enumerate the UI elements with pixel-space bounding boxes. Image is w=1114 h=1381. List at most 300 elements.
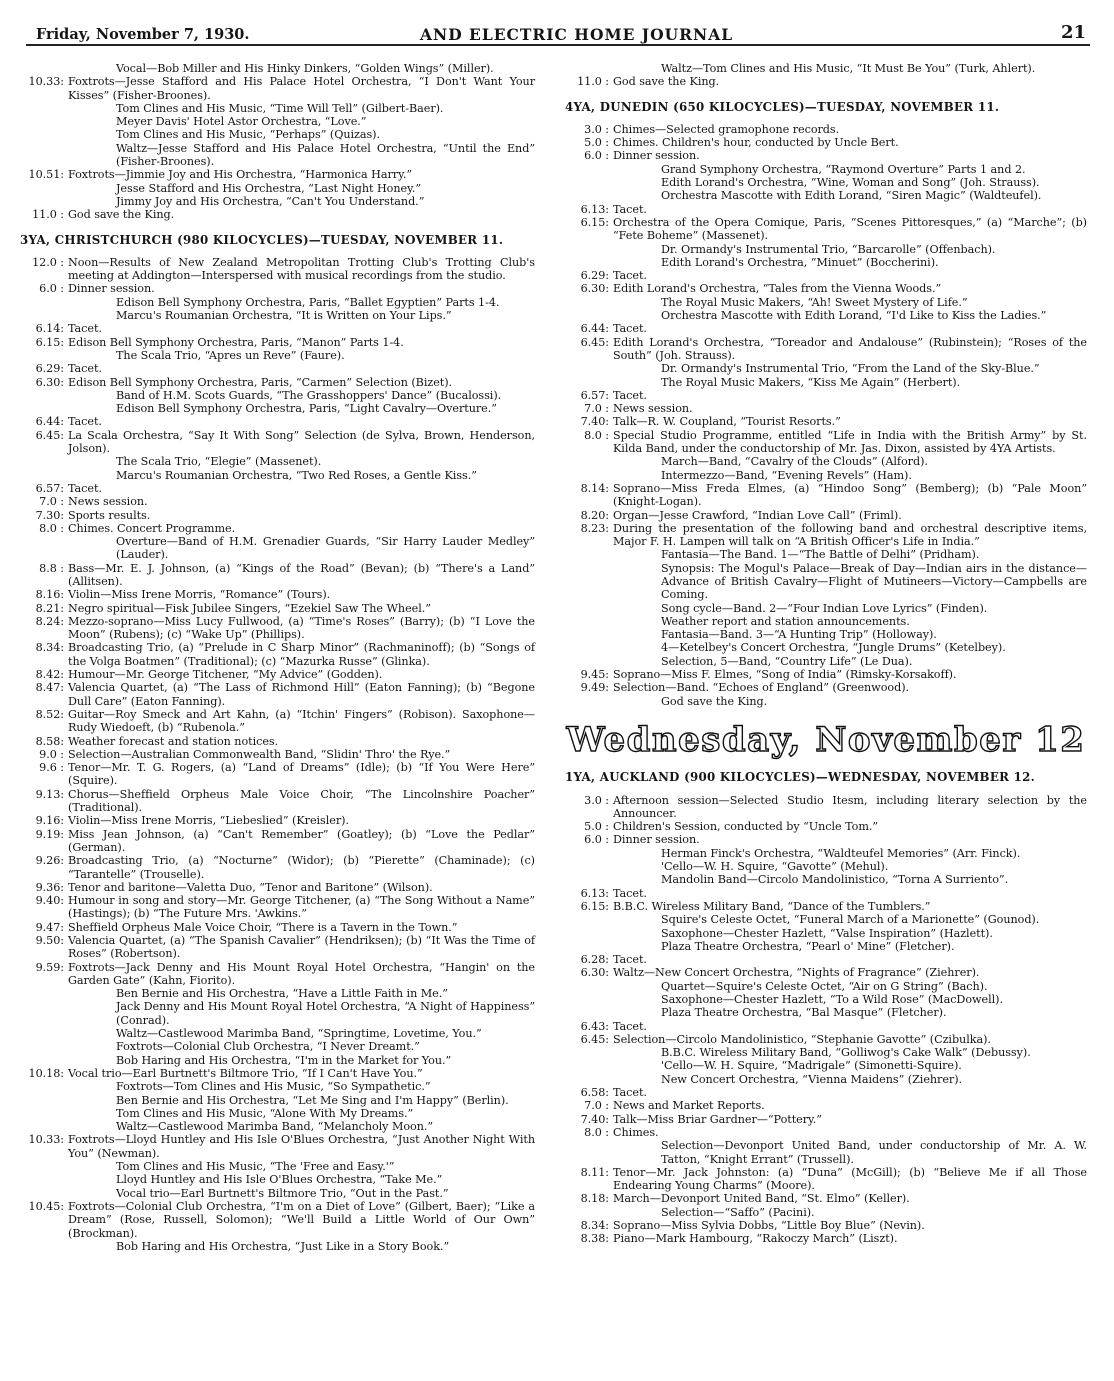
entry-text: Edison Bell Symphony Orchestra, Paris, “Carmen” Selection (Bizet). bbox=[68, 375, 453, 389]
entry-text: 'Cello—W. H. Squire, “Madrigale” (Simonetti-Squire). bbox=[661, 1059, 962, 1073]
station-heading-christchurch: 3YA, CHRISTCHURCH (980 KILOCYCLES)—TUESDAY, NOVEMBER 11. bbox=[20, 232, 504, 247]
entry-text: News session. bbox=[68, 495, 148, 509]
entry-text: 'Cello—W. H. Squire, “Gavotte” (Mehul). bbox=[661, 860, 889, 874]
entry-time bbox=[20, 62, 68, 75]
entry-text: Edith Lorand's Orchestra, “Minuet” (Boccherini). bbox=[661, 255, 939, 269]
program-entry bbox=[20, 681, 535, 708]
entry-time bbox=[20, 402, 68, 415]
entry-text: Afternoon session—Selected Studio Itesm, including literary selection by the Announcer. bbox=[613, 793, 1087, 820]
entry-text: Marcu's Roumanian Orchestra, “It is Written on Your Lips.” bbox=[116, 309, 452, 323]
entry-text: Edith Lorand's Orchestra, “Tales from the Vienna Woods.” bbox=[613, 282, 942, 296]
program-entry bbox=[565, 1086, 1087, 1099]
entry-text: Fantasia—Band. 3—“A Hunting Trip” (Holloway). bbox=[661, 628, 937, 642]
program-entry bbox=[565, 522, 1087, 549]
entry-text: Squire's Celeste Octet, “Funeral March of a Marionette” (Gounod). bbox=[661, 913, 1040, 927]
entry-text: Vocal—Bob Miller and His Hinky Dinkers, “Golden Wings” (Miller). bbox=[116, 62, 494, 75]
entry-text: Piano—Mark Hambourg, “Rakoczy March” (Liszt). bbox=[613, 1232, 898, 1246]
entry-time: 6.0 : bbox=[39, 282, 64, 296]
program-list bbox=[565, 62, 1087, 89]
entry-text: Selection—“Saffo” (Pacini). bbox=[661, 1205, 815, 1219]
entry-time: 8.23: bbox=[580, 521, 609, 535]
entry-time bbox=[565, 602, 613, 615]
program-entry bbox=[20, 509, 535, 522]
program-entry bbox=[20, 195, 535, 208]
entry-text: Tom Clines and His Music, “Perhaps” (Quizas). bbox=[116, 128, 380, 142]
program-entry bbox=[20, 115, 535, 128]
entry-time: 8.38: bbox=[580, 1232, 609, 1246]
entry-time: 6.45: bbox=[580, 335, 609, 349]
entry-text: Tacet. bbox=[613, 886, 647, 900]
program-entry bbox=[565, 429, 1087, 456]
program-entry bbox=[565, 482, 1087, 509]
entry-text: The Scala Trio, “Apres un Reve” (Faure). bbox=[116, 348, 345, 362]
entry-time: 6.44: bbox=[580, 322, 609, 336]
entry-text: Soprano—Miss Freda Elmes, (a) “Hindoo Song” (Bemberg); (b) “Pale Moon” (Knight-Logan). bbox=[613, 481, 1087, 509]
entry-text: Foxtrots—Jimmie Joy and His Orchestra, “Harmonica Harry.” bbox=[68, 168, 413, 182]
program-entry bbox=[565, 1192, 1087, 1205]
entry-time: 3.0 : bbox=[584, 122, 609, 136]
entry-time bbox=[565, 562, 613, 602]
entry-text: Band of H.M. Scots Guards, “The Grasshoppers' Dance” (Bucalossi). bbox=[116, 388, 502, 402]
program-entry bbox=[20, 522, 535, 535]
entry-time bbox=[20, 1054, 68, 1067]
entry-time: 6.30: bbox=[35, 375, 64, 389]
program-entry bbox=[565, 402, 1087, 415]
entry-time: 6.15: bbox=[580, 215, 609, 229]
program-entry bbox=[565, 336, 1087, 363]
entry-text: Tacet. bbox=[613, 322, 647, 336]
program-entry bbox=[20, 128, 535, 141]
entry-text: New Concert Orchestra, “Vienna Maidens” (Ziehrer). bbox=[661, 1072, 963, 1086]
entry-text: Foxtrots—Jesse Stafford and His Palace Hotel Orchestra, “I Don't Want Your Kisses” (Fisher-Broones). bbox=[68, 75, 535, 102]
program-entry bbox=[565, 602, 1087, 615]
entry-text: Ben Bernie and His Orchestra, “Let Me Sing and I'm Happy” (Berlin). bbox=[116, 1093, 509, 1107]
entry-text: March—Devonport United Band, “St. Elmo” (Keller). bbox=[613, 1192, 910, 1206]
program-entry bbox=[20, 1040, 535, 1053]
entry-text: Orchestra Mascotte with Edith Lorand, “Siren Magic” (Waldteufel). bbox=[661, 189, 1042, 203]
program-entry bbox=[565, 243, 1087, 256]
entry-text: Jimmy Joy and His Orchestra, “Can't You Understand.” bbox=[116, 194, 425, 208]
entry-time bbox=[565, 628, 613, 641]
right-column bbox=[565, 62, 1087, 1246]
entry-text: Waltz—Tom Clines and His Music, “It Must Be You” (Turk, Ahlert). bbox=[661, 62, 1036, 75]
entry-text: Fantasia—The Band. 1—“The Battle of Delhi” (Pridham). bbox=[661, 548, 980, 562]
entry-time: 6.44: bbox=[35, 415, 64, 429]
entry-text: Tacet. bbox=[68, 481, 102, 495]
entry-time bbox=[20, 1107, 68, 1120]
program-entry bbox=[565, 847, 1087, 860]
entry-text: Orchestra Mascotte with Edith Lorand, “I'd Like to Kiss the Ladies.” bbox=[661, 309, 1047, 323]
entry-time bbox=[20, 1080, 68, 1093]
program-entry bbox=[565, 668, 1087, 681]
program-entry bbox=[565, 966, 1087, 979]
entry-text: Ben Bernie and His Orchestra, “Have a Little Faith in Me.” bbox=[116, 987, 448, 1001]
entry-time: 10.18: bbox=[28, 1066, 64, 1080]
entry-text: Tacet. bbox=[613, 1086, 647, 1100]
entry-text: Edith Lorand's Orchestra, “Wine, Woman and Song” (Joh. Strauss). bbox=[661, 176, 1040, 190]
entry-text: Tenor—Mr. T. G. Rogers, (a) “Land of Dreams” (Idle); (b) “If You Were Here” (Squire). bbox=[68, 761, 535, 788]
entry-text: Tacet. bbox=[613, 953, 647, 967]
program-entry bbox=[20, 708, 535, 735]
entry-text: Jack Denny and His Mount Royal Hotel Orchestra, “A Night of Happiness” (Conrad). bbox=[116, 1000, 535, 1027]
entry-time bbox=[565, 376, 613, 389]
program-entry bbox=[20, 376, 535, 389]
entry-text: Selection—Circolo Mandolinistico, “Stephanie Gavotte” (Czibulka). bbox=[613, 1032, 991, 1046]
entry-time bbox=[565, 309, 613, 322]
entry-time: 9.40: bbox=[35, 894, 64, 908]
entry-time: 6.58: bbox=[580, 1086, 609, 1100]
program-entry bbox=[565, 1099, 1087, 1112]
entry-text: Dinner session. bbox=[613, 833, 700, 847]
entry-time: 10.45: bbox=[28, 1199, 64, 1213]
entry-text: Special Studio Programme, entitled “Life in India with the British Army” by St. Kilda Band, under the conductorship of Mr. Jas. Dixon, assisted by 4YA Artists. bbox=[613, 428, 1087, 456]
entry-text: March—Band, “Cavalry of the Clouds” (Alford). bbox=[661, 455, 928, 469]
program-entry bbox=[20, 535, 535, 562]
program-entry bbox=[565, 641, 1087, 654]
program-entry bbox=[565, 123, 1087, 136]
entry-time: 6.29: bbox=[35, 362, 64, 376]
program-entry bbox=[565, 189, 1087, 202]
entry-time: 7.0 : bbox=[584, 1099, 609, 1113]
entry-time: 7.0 : bbox=[39, 495, 64, 509]
program-entry bbox=[20, 469, 535, 482]
entry-time: 9.16: bbox=[35, 814, 64, 828]
entry-text: Dinner session. bbox=[613, 149, 700, 163]
entry-text: Selection—Devonport United Band, under conductorship of Mr. A. W. Tatton, “Knight Errant” (Trussell). bbox=[661, 1139, 1087, 1166]
program-entry bbox=[565, 389, 1087, 402]
program-list bbox=[20, 256, 535, 1253]
program-entry bbox=[20, 415, 535, 428]
program-entry bbox=[565, 1219, 1087, 1232]
entry-time: 6.13: bbox=[580, 886, 609, 900]
entry-text: The Scala Trio, “Elegie” (Massenet). bbox=[116, 455, 322, 469]
entry-text: Noon—Results of New Zealand Metropolitan Trotting Club's Trotting Club's meeting at Addington—Interspersed with musical recordings from the studio. bbox=[68, 255, 535, 283]
program-entry bbox=[20, 389, 535, 402]
entry-text: Dinner session. bbox=[68, 282, 155, 296]
entry-time: 8.18: bbox=[580, 1192, 609, 1206]
entry-text: Vocal trio—Earl Burtnett's Biltmore Trio, “Out in the Past.” bbox=[116, 1186, 449, 1200]
entry-time bbox=[565, 655, 613, 668]
program-entry bbox=[565, 136, 1087, 149]
program-entry bbox=[20, 1240, 535, 1253]
entry-time: 6.13: bbox=[580, 202, 609, 216]
entry-time: 6.15: bbox=[580, 899, 609, 913]
entry-time bbox=[20, 1094, 68, 1107]
entry-text: Tom Clines and His Music, “The 'Free and Easy.'” bbox=[116, 1160, 395, 1174]
entry-time bbox=[565, 455, 613, 468]
program-entry bbox=[20, 641, 535, 668]
station-heading-auckland: 1YA, AUCKLAND (900 KILOCYCLES)—WEDNESDAY, NOVEMBER 12. bbox=[565, 770, 1036, 785]
program-entry bbox=[565, 1006, 1087, 1019]
program-entry bbox=[20, 1080, 535, 1093]
header-rule bbox=[26, 44, 1090, 46]
entry-text: Edison Bell Symphony Orchestra, Paris, “Light Cavalry—Overture.” bbox=[116, 402, 497, 416]
program-entry bbox=[565, 75, 1087, 88]
entry-text: Bass—Mr. E. J. Johnson, (a) “Kings of the Road” (Bevan); (b) “There's a Land” (Allitsen). bbox=[68, 561, 535, 588]
program-entry bbox=[565, 927, 1087, 940]
entry-time: 6.57: bbox=[35, 481, 64, 495]
entry-time: 6.15: bbox=[35, 335, 64, 349]
entry-time bbox=[20, 389, 68, 402]
entry-text: Orchestra of the Opera Comique, Paris, “Scenes Pittoresques,” (a) “Marche”; (b) “Fete Boheme” (Massenet). bbox=[613, 215, 1087, 243]
entry-text: Mandolin Band—Circolo Mandolinistico, “Torna A Surriento”. bbox=[661, 873, 1009, 887]
page-header bbox=[36, 22, 1086, 46]
program-list bbox=[565, 794, 1087, 1246]
entry-time: 6.30: bbox=[580, 282, 609, 296]
entry-text: Grand Symphony Orchestra, “Raymond Overture” Parts 1 and 2. bbox=[661, 162, 1026, 176]
entry-time: 6.43: bbox=[580, 1019, 609, 1033]
program-entry bbox=[20, 788, 535, 815]
entry-text: Dr. Ormandy's Instrumental Trio, “Barcarolle” (Offenbach). bbox=[661, 242, 996, 256]
entry-text: Marcu's Roumanian Orchestra, “Two Red Roses, a Gentle Kiss.” bbox=[116, 468, 477, 482]
entry-text: Foxtrots—Tom Clines and His Music, “So Sympathetic.” bbox=[116, 1080, 431, 1094]
program-entry bbox=[20, 256, 535, 283]
entry-time bbox=[20, 469, 68, 482]
entry-text: Miss Jean Johnson, (a) “Can't Remember” (Goatley); (b) “Love the Pedlar” (German). bbox=[68, 827, 535, 854]
entry-time: 6.30: bbox=[580, 966, 609, 980]
program-entry bbox=[20, 814, 535, 827]
program-entry bbox=[20, 102, 535, 115]
station-heading-dunedin: 4YA, DUNEDIN (650 KILOCYCLES)—TUESDAY, NOVEMBER 11. bbox=[565, 99, 1000, 114]
entry-text: Soprano—Miss F. Elmes, “Song of India” (Rimsky-Korsakoff). bbox=[613, 668, 957, 682]
entry-time: 6.45: bbox=[580, 1032, 609, 1046]
program-entry bbox=[20, 455, 535, 468]
entry-text: Broadcasting Trio, (a) “Prelude in C Sharp Minor” (Rachmaninoff); (b) “Songs of the Volga Boatmen” (Traditional); (c) “Mazurka Russe” (Glinka). bbox=[68, 641, 535, 668]
entry-time bbox=[20, 535, 68, 562]
program-entry bbox=[565, 269, 1087, 282]
entry-time bbox=[565, 913, 613, 926]
entry-text: Talk—Miss Briar Gardner—“Pottery.” bbox=[613, 1112, 822, 1126]
program-entry bbox=[565, 940, 1087, 953]
entry-text: Tom Clines and His Music, “Alone With My Dreams.” bbox=[116, 1106, 414, 1120]
entry-time: 5.0 : bbox=[584, 136, 609, 150]
entry-text: Overture—Band of H.M. Grenadier Guards, “Sir Harry Lauder Medley” (Lauder). bbox=[116, 535, 535, 562]
entry-time: 8.8 : bbox=[39, 561, 64, 575]
entry-time bbox=[565, 1073, 613, 1086]
entry-text: News session. bbox=[613, 402, 693, 416]
entry-time: 8.34: bbox=[580, 1219, 609, 1233]
entry-text: Children's Session, conducted by “Uncle Tom.” bbox=[613, 820, 879, 834]
entry-text: Tacet. bbox=[68, 415, 102, 429]
entry-text: B.B.C. Wireless Military Band, “Dance of the Tumblers.” bbox=[613, 899, 931, 913]
program-list bbox=[565, 123, 1087, 708]
entry-time bbox=[565, 362, 613, 375]
entry-time bbox=[565, 1139, 613, 1166]
entry-time: 6.14: bbox=[35, 322, 64, 336]
entry-text: Tom Clines and His Music, “Time Will Tell” (Gilbert-Baer). bbox=[116, 101, 444, 115]
program-entry bbox=[565, 1166, 1087, 1193]
program-entry bbox=[20, 1067, 535, 1080]
entry-time: 9.19: bbox=[35, 827, 64, 841]
entry-text: Valencia Quartet, (a) “The Spanish Cavalier” (Hendriksen); (b) “It Was the Time of Roses” (Robertson). bbox=[68, 934, 535, 961]
entry-time bbox=[565, 993, 613, 1006]
entry-time bbox=[565, 296, 613, 309]
entry-time: 9.59: bbox=[35, 960, 64, 974]
page-number: 21 bbox=[1060, 22, 1086, 43]
entry-text: Edison Bell Symphony Orchestra, Paris, “Manon” Parts 1-4. bbox=[68, 335, 404, 349]
entry-time bbox=[20, 309, 68, 322]
entry-time bbox=[565, 1006, 613, 1019]
entry-text: Tacet. bbox=[68, 362, 102, 376]
entry-time bbox=[565, 695, 613, 708]
entry-text: Sheffield Orpheus Male Voice Choir, “There is a Tavern in the Town.” bbox=[68, 920, 458, 934]
program-entry bbox=[565, 203, 1087, 216]
program-entry bbox=[565, 860, 1087, 873]
entry-time: 8.52: bbox=[35, 707, 64, 721]
entry-time: 9.26: bbox=[35, 854, 64, 868]
program-entry bbox=[20, 62, 535, 75]
entry-text: Herman Finck's Orchestra, “Waldteufel Memories” (Arr. Finck). bbox=[661, 846, 1021, 860]
entry-text: Humour in song and story—Mr. George Titchener, (a) “The Song Without a Name” (Hastings); (b) “The Future Mrs. 'Awkins.” bbox=[68, 894, 535, 921]
entry-text: Synopsis: The Mogul's Palace—Break of Day—Indian airs in the distance—Advance of British Cavalry—Flight of Mutineers—Victory—Campbells are Coming. bbox=[661, 561, 1087, 602]
entry-text: Tacet. bbox=[68, 322, 102, 336]
entry-text: Selection—Australian Commonwealth Band, “Slidin' Thro' the Rye.” bbox=[68, 747, 451, 761]
entry-time bbox=[20, 1240, 68, 1253]
entry-time: 9.47: bbox=[35, 920, 64, 934]
entry-text: Tacet. bbox=[613, 202, 647, 216]
entry-text: The Royal Music Makers, “Kiss Me Again” (Herbert). bbox=[661, 375, 961, 389]
program-entry bbox=[20, 1054, 535, 1067]
program-entry bbox=[20, 1120, 535, 1133]
entry-time bbox=[565, 469, 613, 482]
program-entry bbox=[565, 794, 1087, 821]
entry-time: 8.42: bbox=[35, 668, 64, 682]
entry-time: 10.33: bbox=[28, 1133, 64, 1147]
entry-time: 11.0 : bbox=[32, 208, 64, 222]
entry-text: Mezzo-soprano—Miss Lucy Fullwood, (a) “Time's Roses” (Barry); (b) “I Love the Moon” (Rubens); (c) “Wake Up” (Phillips). bbox=[68, 614, 535, 642]
program-entry bbox=[565, 376, 1087, 389]
entry-time: 9.50: bbox=[35, 934, 64, 947]
entry-time: 8.34: bbox=[35, 641, 64, 655]
program-entry bbox=[20, 1133, 535, 1160]
program-entry bbox=[20, 1000, 535, 1027]
entry-text: Bob Haring and His Orchestra, “I'm in the Market for You.” bbox=[116, 1053, 452, 1067]
entry-text: Violin—Miss Irene Morris, “Liebeslied” (Kreisler). bbox=[68, 814, 349, 828]
entry-text: Song cycle—Band. 2—“Four Indian Love Lyrics” (Finden). bbox=[661, 601, 988, 615]
entry-time bbox=[565, 641, 613, 654]
program-entry bbox=[20, 828, 535, 855]
program-entry bbox=[20, 602, 535, 615]
entry-time: 10.51: bbox=[28, 168, 64, 182]
program-entry bbox=[565, 913, 1087, 926]
program-entry bbox=[20, 309, 535, 322]
entry-time: 6.0 : bbox=[584, 833, 609, 847]
program-entry bbox=[20, 75, 535, 102]
program-entry bbox=[20, 349, 535, 362]
entry-time bbox=[565, 62, 613, 75]
program-entry bbox=[20, 362, 535, 375]
entry-text: Weather report and station announcements. bbox=[661, 614, 910, 628]
entry-time bbox=[20, 182, 68, 195]
journal-title: AND ELECTRIC HOME JOURNAL bbox=[420, 25, 734, 44]
entry-time bbox=[565, 1059, 613, 1072]
entry-time: 5.0 : bbox=[584, 820, 609, 834]
program-entry bbox=[20, 881, 535, 894]
entry-text: Chimes. Concert Programme. bbox=[68, 521, 236, 535]
entry-time bbox=[565, 927, 613, 940]
entry-text: Tacet. bbox=[613, 269, 647, 283]
program-entry bbox=[20, 748, 535, 761]
left-column bbox=[20, 62, 535, 1253]
entry-text: God save the King. bbox=[613, 75, 720, 89]
program-entry bbox=[565, 1126, 1087, 1139]
entry-text: Meyer Davis' Hotel Astor Orchestra, “Love.” bbox=[116, 115, 367, 129]
program-entry bbox=[565, 873, 1087, 886]
entry-time: 8.11: bbox=[580, 1165, 609, 1179]
entry-time bbox=[565, 873, 613, 886]
entry-time: 9.36: bbox=[35, 880, 64, 894]
entry-time: 8.16: bbox=[35, 588, 64, 602]
program-entry bbox=[565, 887, 1087, 900]
program-entry bbox=[20, 168, 535, 181]
entry-text: God save the King. bbox=[661, 694, 768, 708]
entry-time: 8.0 : bbox=[39, 521, 64, 535]
program-entry bbox=[565, 216, 1087, 243]
entry-text: During the presentation of the following band and orchestral descriptive items, Major F. H. Lampen will talk on “A British Officer's Life in India.” bbox=[613, 521, 1087, 549]
program-entry bbox=[565, 322, 1087, 335]
entry-time: 9.13: bbox=[35, 787, 64, 801]
entry-time bbox=[20, 142, 68, 169]
entry-text: B.B.C. Wireless Military Band, “Golliwog's Cake Walk” (Debussy). bbox=[661, 1046, 1031, 1060]
program-entry bbox=[20, 495, 535, 508]
entry-time bbox=[20, 1040, 68, 1053]
entry-time: 6.0 : bbox=[584, 149, 609, 163]
entry-time: 9.45: bbox=[580, 668, 609, 682]
entry-text: Bob Haring and His Orchestra, “Just Like in a Story Book.” bbox=[116, 1239, 450, 1253]
entry-time bbox=[20, 349, 68, 362]
program-entry bbox=[20, 588, 535, 601]
entry-time: 8.47: bbox=[35, 681, 64, 695]
entry-text: Humour—Mr. George Titchener, “My Advice” (Godden). bbox=[68, 668, 383, 682]
program-entry bbox=[20, 1027, 535, 1040]
entry-time bbox=[20, 987, 68, 1000]
program-entry bbox=[565, 900, 1087, 913]
program-entry bbox=[20, 761, 535, 788]
program-entry bbox=[20, 142, 535, 169]
program-entry bbox=[565, 615, 1087, 628]
entry-time: 8.20: bbox=[580, 508, 609, 522]
entry-time bbox=[20, 296, 68, 309]
entry-text: Waltz—Jesse Stafford and His Palace Hotel Orchestra, “Until the End” (Fisher-Broones). bbox=[116, 141, 535, 169]
entry-text: Soprano—Miss Sylvia Dobbs, “Little Boy Blue” (Nevin). bbox=[613, 1219, 925, 1233]
entry-time bbox=[565, 176, 613, 189]
entry-time bbox=[565, 163, 613, 176]
entry-text: Tenor—Mr. Jack Johnston: (a) “Duna” (McGill); (b) “Believe Me if all Those Endearing Young Charms” (Moore). bbox=[613, 1165, 1087, 1193]
program-entry bbox=[20, 987, 535, 1000]
program-entry bbox=[20, 1173, 535, 1186]
program-entry bbox=[565, 548, 1087, 561]
entry-text: News and Market Reports. bbox=[613, 1099, 765, 1113]
entry-text: 4—Ketelbey's Concert Orchestra, “Jungle Drums” (Ketelbey). bbox=[661, 641, 1006, 655]
program-entry bbox=[565, 362, 1087, 375]
entry-text: Plaza Theatre Orchestra, “Bal Masque” (Fletcher). bbox=[661, 1006, 947, 1020]
entry-time bbox=[565, 847, 613, 860]
program-entry bbox=[565, 149, 1087, 162]
entry-time: 9.49: bbox=[580, 681, 609, 695]
entry-time: 8.14: bbox=[580, 481, 609, 495]
program-entry bbox=[565, 309, 1087, 322]
entry-time: 7.0 : bbox=[584, 402, 609, 416]
entry-text: Foxtrots—Colonial Club Orchestra, “I Never Dreamt.” bbox=[116, 1040, 420, 1054]
entry-time bbox=[565, 243, 613, 256]
entry-text: Selection, 5—Band, “Country Life” (Le Dua). bbox=[661, 654, 913, 668]
entry-time bbox=[565, 940, 613, 953]
entry-text: Foxtrots—Jack Denny and His Mount Royal Hotel Orchestra, “Hangin' on the Garden Gate” (Kahn, Fiorito). bbox=[68, 960, 535, 987]
program-entry bbox=[20, 854, 535, 881]
program-entry bbox=[565, 296, 1087, 309]
entry-time bbox=[20, 195, 68, 208]
program-entry bbox=[565, 655, 1087, 668]
